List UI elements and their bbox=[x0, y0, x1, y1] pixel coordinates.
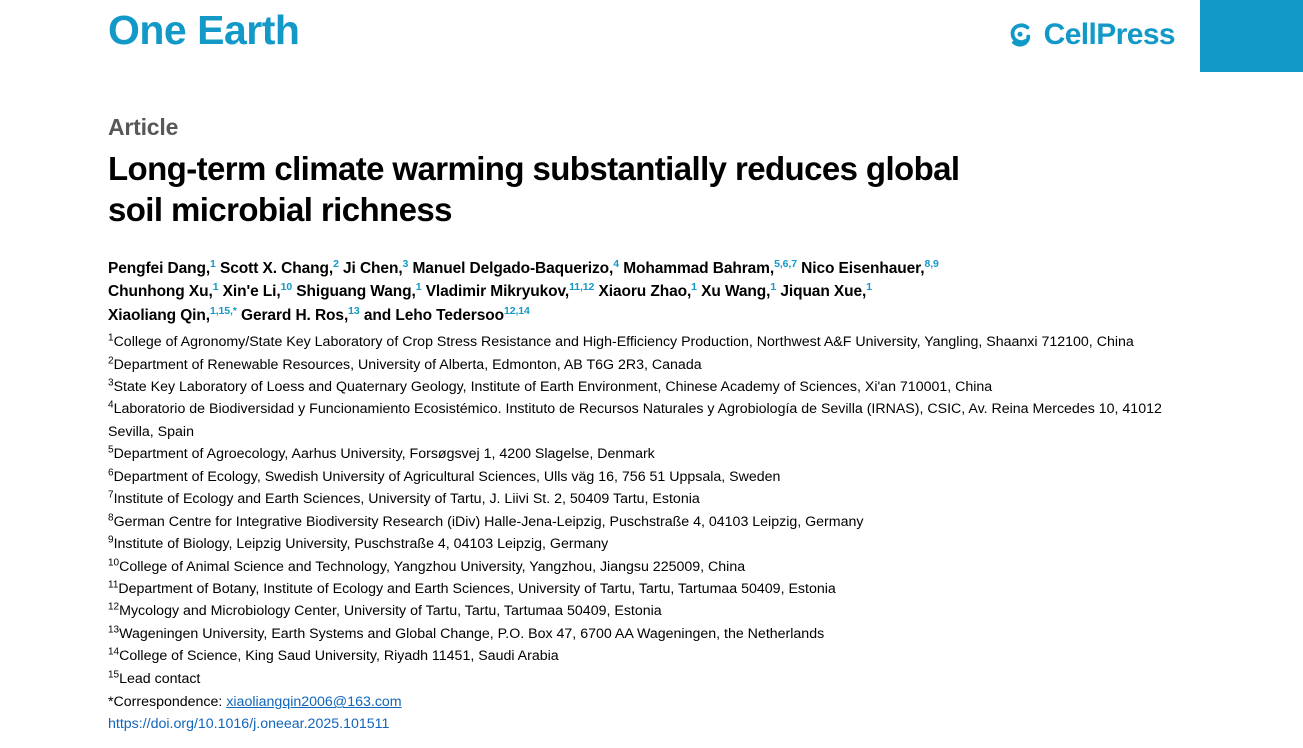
author-affiliation-marker: 1 bbox=[866, 280, 872, 293]
author-name: and Leho Tedersoo bbox=[363, 306, 504, 324]
author-affiliation-marker: 3 bbox=[402, 257, 409, 270]
affiliation-number: 14 bbox=[108, 646, 120, 658]
affiliation-item bbox=[108, 600, 1188, 622]
doi-link[interactable]: https://doi.org/10.1016/j.oneear.2025.101511 bbox=[108, 715, 390, 732]
author-name: Xiaoru Zhao, bbox=[598, 283, 692, 301]
author-affiliation-marker: 13 bbox=[348, 304, 360, 317]
author-name: Pengfei Dang, bbox=[108, 259, 211, 277]
author-affiliation-marker: 4 bbox=[613, 257, 619, 270]
author-line bbox=[108, 257, 1178, 281]
author-affiliation-marker: 8,9 bbox=[924, 257, 939, 270]
author-affiliation-marker: 5,6,7 bbox=[774, 257, 797, 270]
author-name: Xiaoliang Qin, bbox=[108, 306, 210, 324]
author-affiliation-marker: 2 bbox=[333, 257, 339, 270]
page-title: Long-term climate warming substantially reduces global soil microbial richness bbox=[108, 150, 960, 229]
affiliation-item bbox=[108, 556, 1188, 578]
author-affiliation-marker: 1,15,* bbox=[209, 304, 237, 317]
author-affiliation-marker: 10 bbox=[280, 280, 293, 293]
author-list bbox=[108, 257, 1178, 328]
author-name: Vladimir Mikryukov, bbox=[425, 283, 570, 301]
affiliation-number: 12 bbox=[108, 601, 120, 613]
affiliation-item bbox=[108, 466, 1188, 488]
affiliation-list bbox=[108, 331, 1188, 690]
affiliation-number: 3 bbox=[108, 377, 114, 389]
author-name: Xin'e Li, bbox=[222, 283, 281, 301]
affiliation-text: Wageningen University, Earth Systems and Global Change, P.O. Box 47, 6700 AA Wageningen, the Netherlands bbox=[119, 625, 825, 642]
author-name: Shiguang Wang, bbox=[296, 283, 416, 301]
cellpress-wordmark: CellPress bbox=[1043, 18, 1175, 51]
affiliation-text: Laboratorio de Biodiversidad y Funcionamiento Ecosistémico. Instituto de Recursos Naturales y Agrobiología de Sevilla (IRNAS), CSIC, Av. Reina Mercedes 10, 41012 Sevilla, Spain bbox=[108, 401, 1162, 440]
author-name: Scott X. Chang, bbox=[220, 259, 334, 277]
affiliation-item bbox=[108, 511, 1188, 533]
affiliation-text: Department of Ecology, Swedish University of Agricultural Sciences, Ulls väg 16, 756 51 Uppsala, Sweden bbox=[113, 468, 781, 485]
affiliation-number: 4 bbox=[108, 399, 114, 411]
cellpress-mark-icon bbox=[1005, 20, 1035, 50]
author-name: Gerard H. Ros, bbox=[241, 306, 349, 324]
author-line bbox=[108, 280, 1178, 304]
affiliation-item bbox=[108, 578, 1188, 600]
affiliation-item bbox=[108, 398, 1188, 443]
affiliation-text: State Key Laboratory of Loess and Quaternary Geology, Institute of Earth Environment, Chinese Academy of Sciences, Xi'an 710001, China bbox=[113, 379, 993, 396]
author-name: Mohammad Bahram, bbox=[623, 259, 775, 277]
affiliation-text: German Centre for Integrative Biodiversity Research (iDiv) Halle-Jena-Leipzig, Puschstraße 4, 04103 Leipzig, Germany bbox=[113, 513, 864, 530]
author-name: Ji Chen, bbox=[343, 259, 403, 277]
author-affiliation-marker: 1 bbox=[691, 280, 697, 293]
affiliation-text: Institute of Biology, Leipzig University, Puschstraße 4, 04103 Leipzig, Germany bbox=[113, 536, 609, 553]
author-name: Nico Eisenhauer, bbox=[801, 259, 925, 277]
article-front-matter bbox=[108, 114, 1193, 732]
affiliation-number: 6 bbox=[108, 467, 114, 479]
affiliation-number: 2 bbox=[108, 354, 114, 366]
affiliation-text: Lead contact bbox=[119, 670, 201, 687]
journal-header bbox=[0, 0, 1303, 76]
affiliation-number: 5 bbox=[108, 444, 114, 456]
affiliation-text: Department of Botany, Institute of Ecology and Earth Sciences, University of Tartu, Tartu, Tartumaa 50409, Estonia bbox=[118, 580, 836, 597]
affiliation-item bbox=[108, 645, 1188, 667]
affiliation-text: College of Science, King Saud University, Riyadh 11451, Saudi Arabia bbox=[119, 648, 559, 665]
affiliation-text: Institute of Ecology and Earth Sciences, University of Tartu, J. Liivi St. 2, 50409 Tartu, Estonia bbox=[113, 491, 700, 508]
affiliation-text: Department of Agroecology, Aarhus University, Forsøgsvej 1, 4200 Slagelse, Denmark bbox=[113, 446, 655, 463]
affiliation-number: 13 bbox=[108, 624, 120, 636]
author-name: Jiquan Xue, bbox=[780, 283, 867, 301]
author-line bbox=[108, 304, 1178, 328]
affiliation-text: Department of Renewable Resources, University of Alberta, Edmonton, AB T6G 2R3, Canada bbox=[113, 356, 702, 373]
author-affiliation-marker: 11,12 bbox=[569, 280, 595, 293]
affiliation-item bbox=[108, 443, 1188, 465]
author-name: Chunhong Xu, bbox=[108, 283, 213, 301]
affiliation-number: 11 bbox=[108, 579, 119, 591]
affiliation-number: 8 bbox=[108, 511, 114, 523]
affiliation-number: 15 bbox=[108, 668, 120, 680]
header-left-rule bbox=[0, 0, 6, 76]
correspondence-label: *Correspondence: bbox=[108, 694, 227, 711]
author-affiliation-marker: 1 bbox=[212, 280, 219, 293]
author-affiliation-marker: 1 bbox=[415, 280, 422, 293]
doi-line bbox=[108, 716, 1193, 732]
affiliation-item bbox=[108, 623, 1188, 645]
affiliation-number: 1 bbox=[108, 332, 114, 344]
correspondence-line bbox=[108, 691, 1193, 713]
affiliation-item bbox=[108, 488, 1188, 510]
author-affiliation-marker: 1 bbox=[210, 257, 216, 270]
header-accent-square bbox=[1200, 0, 1303, 72]
affiliation-number: 10 bbox=[108, 556, 120, 568]
affiliation-number: 7 bbox=[108, 489, 114, 501]
correspondence-email-link[interactable]: xiaoliangqin2006@163.com bbox=[226, 694, 402, 711]
affiliation-item bbox=[108, 354, 1188, 376]
affiliation-item bbox=[108, 331, 1188, 353]
journal-title: One Earth bbox=[108, 7, 300, 53]
affiliation-number: 9 bbox=[108, 534, 114, 546]
author-affiliation-marker: 12,14 bbox=[503, 304, 530, 317]
affiliation-text: College of Animal Science and Technology, Yangzhou University, Yangzhou, Jiangsu 225009, China bbox=[119, 558, 746, 575]
author-name: Xu Wang, bbox=[701, 283, 771, 301]
cellpress-logo bbox=[1005, 18, 1175, 52]
affiliation-item bbox=[108, 668, 1188, 690]
affiliation-text: College of Agronomy/State Key Laboratory of Crop Stress Resistance and High-Efficiency Production, Northwest A&F University, Yangling, Shaanxi 712100, China bbox=[113, 334, 1134, 351]
affiliation-item bbox=[108, 376, 1188, 398]
author-name: Manuel Delgado-Baquerizo, bbox=[412, 259, 614, 277]
author-affiliation-marker: 1 bbox=[770, 280, 777, 293]
affiliation-item bbox=[108, 533, 1188, 555]
affiliation-text: Mycology and Microbiology Center, University of Tartu, Tartu, Tartumaa 50409, Estonia bbox=[119, 603, 662, 620]
article-type-label: Article bbox=[108, 114, 179, 140]
